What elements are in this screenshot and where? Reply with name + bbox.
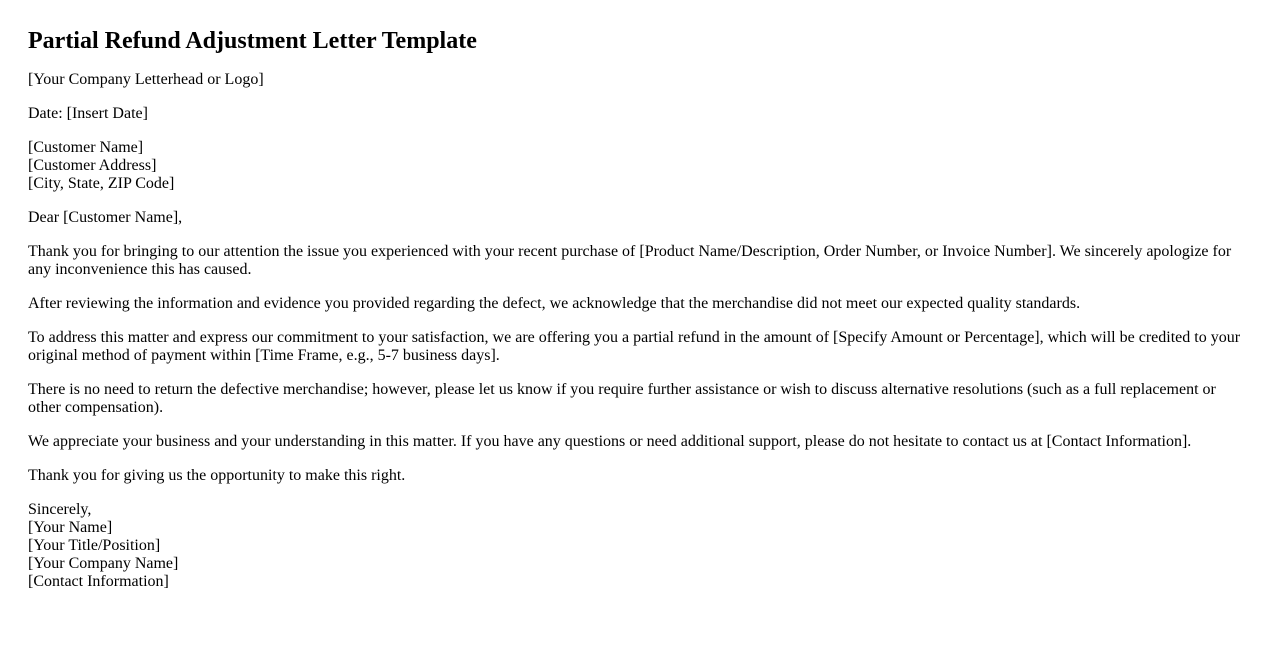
signature-closing: Sincerely,	[28, 501, 92, 518]
signature-name: [Your Name]	[28, 519, 113, 536]
signature-block	[28, 501, 1250, 591]
signature-title: [Your Title/Position]	[28, 537, 161, 554]
recipient-address-block	[28, 139, 1250, 193]
letter-date: Date: [Insert Date]	[28, 105, 148, 122]
body-paragraph-contact: We appreciate your business and your understanding in this matter. If you have any questions or need additional support, please do not hesitate to contact us at [Contact Information].	[28, 433, 1192, 450]
body-paragraph-acknowledgement: After reviewing the information and evidence you provided regarding the defect, we acknowledge that the merchandise did not meet our expected quality standards.	[28, 295, 1081, 312]
body-paragraph-apology: Thank you for bringing to our attention the issue you experienced with your recent purchase of [Product Name/Description, Order Number, or Invoice Number]. We sincerely apologize for any inconvenience this has caused.	[28, 243, 1232, 278]
salutation: Dear [Customer Name],	[28, 209, 183, 226]
signature-company: [Your Company Name]	[28, 555, 179, 572]
letterhead-placeholder: [Your Company Letterhead or Logo]	[28, 71, 264, 88]
body-paragraph-closing: Thank you for giving us the opportunity to make this right.	[28, 467, 406, 484]
body-paragraph-no-return: There is no need to return the defective merchandise; however, please let us know if you require further assistance or wish to discuss alternative resolutions (such as a full replacement or other compensation).	[28, 381, 1216, 416]
recipient-address: [Customer Address]	[28, 157, 157, 174]
page-title: Partial Refund Adjustment Letter Template	[28, 28, 477, 54]
body-paragraph-refund-offer: To address this matter and express our commitment to your satisfaction, we are offering you a partial refund in the amount of [Specify Amount or Percentage], which will be credited to your original method of payment within [Time Frame, e.g., 5-7 business days].	[28, 329, 1241, 364]
recipient-name: [Customer Name]	[28, 139, 144, 156]
signature-contact: [Contact Information]	[28, 573, 169, 590]
recipient-city-state-zip: [City, State, ZIP Code]	[28, 175, 175, 192]
